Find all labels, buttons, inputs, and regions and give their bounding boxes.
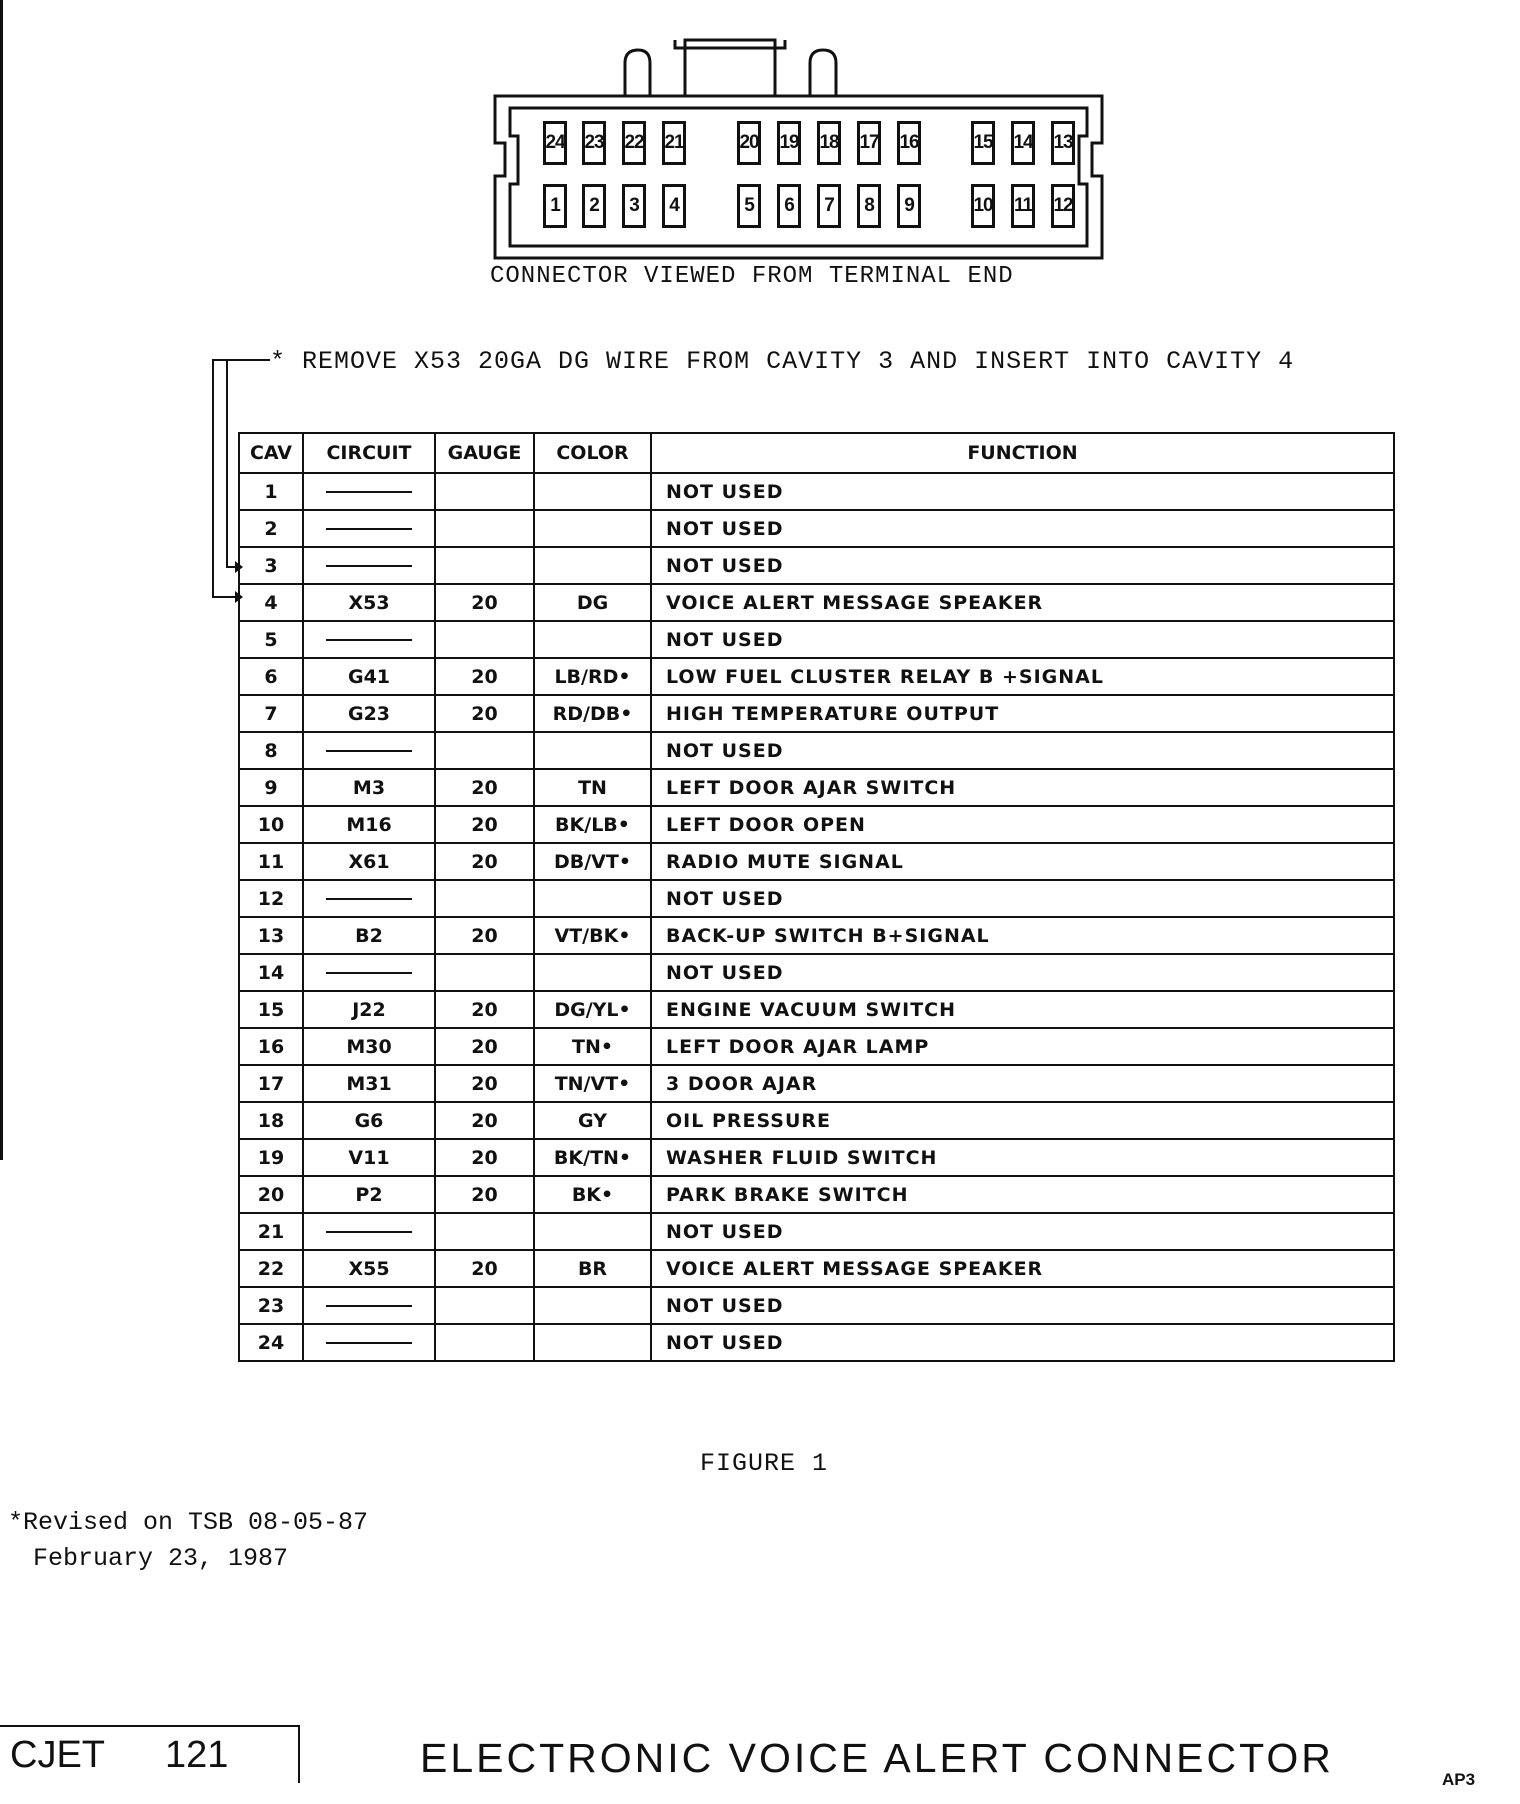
footer-corner-code: AP3 xyxy=(1442,1770,1476,1789)
connector-diagram xyxy=(490,18,1110,266)
cell-function: NOT USED xyxy=(651,954,1394,991)
table-row xyxy=(239,732,1394,769)
cell-gauge: 20 xyxy=(435,769,534,806)
cell-gauge: 20 xyxy=(435,1028,534,1065)
dash-line xyxy=(326,565,412,567)
cell-circuit: X61 xyxy=(303,843,435,880)
cell-color: BK• xyxy=(534,1176,651,1213)
cell-circuit: P2 xyxy=(303,1176,435,1213)
cell-circuit: G6 xyxy=(303,1102,435,1139)
cell-function: OIL PRESSURE xyxy=(651,1102,1394,1139)
cell-color: TN• xyxy=(534,1028,651,1065)
cell-cav: 14 xyxy=(239,954,303,991)
cell-function: NOT USED xyxy=(651,1287,1394,1324)
table-row xyxy=(239,1213,1394,1250)
dash-line xyxy=(326,1231,412,1233)
dash-line xyxy=(326,1342,412,1344)
circuit-unused-dash xyxy=(303,732,435,769)
cavity-13: 13 xyxy=(1051,121,1075,165)
cell-gauge: 20 xyxy=(435,584,534,621)
cell-cav: 3 xyxy=(239,547,303,584)
cell-function: LEFT DOOR AJAR SWITCH xyxy=(651,769,1394,806)
cell-circuit: M16 xyxy=(303,806,435,843)
dash-line xyxy=(326,639,412,641)
cavity-16: 16 xyxy=(897,121,921,165)
cell-color xyxy=(534,621,651,658)
cavity-4: 4 xyxy=(662,184,686,228)
figure-label: FIGURE 1 xyxy=(700,1449,829,1478)
cell-gauge: 20 xyxy=(435,991,534,1028)
cell-color xyxy=(534,547,651,584)
cell-circuit: M31 xyxy=(303,1065,435,1102)
table-row xyxy=(239,1287,1394,1324)
cell-gauge xyxy=(435,510,534,547)
table-row xyxy=(239,954,1394,991)
cavity-2: 2 xyxy=(582,184,606,228)
cavity-20: 20 xyxy=(737,121,761,165)
cavity-1: 1 xyxy=(543,184,567,228)
cell-cav: 5 xyxy=(239,621,303,658)
cavity-24: 24 xyxy=(543,121,567,165)
header-circuit: CIRCUIT xyxy=(303,433,435,473)
cell-function: WASHER FLUID SWITCH xyxy=(651,1139,1394,1176)
cell-cav: 24 xyxy=(239,1324,303,1361)
cell-cav: 8 xyxy=(239,732,303,769)
cavity-15: 15 xyxy=(971,121,995,165)
cell-gauge xyxy=(435,954,534,991)
cavity-8: 8 xyxy=(857,184,881,228)
cell-cav: 9 xyxy=(239,769,303,806)
cell-cav: 20 xyxy=(239,1176,303,1213)
footer-code: CJET xyxy=(10,1733,105,1776)
cell-color xyxy=(534,732,651,769)
revision-info xyxy=(8,1505,368,1577)
cell-function: VOICE ALERT MESSAGE SPEAKER xyxy=(651,1250,1394,1287)
circuit-unused-dash xyxy=(303,621,435,658)
cell-gauge xyxy=(435,1213,534,1250)
cell-circuit: G23 xyxy=(303,695,435,732)
cavity-21: 21 xyxy=(662,121,686,165)
cavity-table xyxy=(238,432,1395,1362)
cavity-19: 19 xyxy=(777,121,801,165)
table-row xyxy=(239,1028,1394,1065)
cell-color xyxy=(534,954,651,991)
cell-gauge xyxy=(435,732,534,769)
cell-gauge: 20 xyxy=(435,1176,534,1213)
cell-function: NOT USED xyxy=(651,1213,1394,1250)
cell-circuit: X53 xyxy=(303,584,435,621)
cell-cav: 4 xyxy=(239,584,303,621)
table-row xyxy=(239,991,1394,1028)
cavity-10: 10 xyxy=(971,184,995,228)
cell-circuit: V11 xyxy=(303,1139,435,1176)
footer-page: 121 xyxy=(165,1733,229,1776)
cell-gauge: 20 xyxy=(435,843,534,880)
cell-function: PARK BRAKE SWITCH xyxy=(651,1176,1394,1213)
header-color: COLOR xyxy=(534,433,651,473)
cell-gauge: 20 xyxy=(435,1139,534,1176)
cell-gauge: 20 xyxy=(435,1065,534,1102)
footer-id-box xyxy=(0,1725,300,1783)
cell-color: BK/TN• xyxy=(534,1139,651,1176)
cell-function: BACK-UP SWITCH B+SIGNAL xyxy=(651,917,1394,954)
cell-function: LOW FUEL CLUSTER RELAY B +SIGNAL xyxy=(651,658,1394,695)
cell-circuit: G41 xyxy=(303,658,435,695)
cell-function: NOT USED xyxy=(651,473,1394,510)
dash-line xyxy=(326,528,412,530)
cavity-3: 3 xyxy=(622,184,646,228)
cavity-7: 7 xyxy=(817,184,841,228)
table-header-row xyxy=(239,433,1394,473)
cavity-6: 6 xyxy=(777,184,801,228)
table-row xyxy=(239,695,1394,732)
header-function: FUNCTION xyxy=(651,433,1394,473)
circuit-unused-dash xyxy=(303,547,435,584)
cell-color: LB/RD• xyxy=(534,658,651,695)
cavity-12: 12 xyxy=(1051,184,1075,228)
cell-gauge xyxy=(435,547,534,584)
table-row xyxy=(239,547,1394,584)
cell-gauge: 20 xyxy=(435,917,534,954)
dash-line xyxy=(326,750,412,752)
connector-caption: CONNECTOR VIEWED FROM TERMINAL END xyxy=(490,263,1014,290)
cell-gauge: 20 xyxy=(435,658,534,695)
header-cav: CAV xyxy=(239,433,303,473)
cell-cav: 7 xyxy=(239,695,303,732)
table-row xyxy=(239,769,1394,806)
cell-color xyxy=(534,1287,651,1324)
cell-cav: 2 xyxy=(239,510,303,547)
cell-gauge: 20 xyxy=(435,695,534,732)
cell-cav: 13 xyxy=(239,917,303,954)
cavity-5: 5 xyxy=(737,184,761,228)
circuit-unused-dash xyxy=(303,954,435,991)
table-row xyxy=(239,584,1394,621)
cell-gauge xyxy=(435,1287,534,1324)
cell-function: ENGINE VACUUM SWITCH xyxy=(651,991,1394,1028)
cell-cav: 21 xyxy=(239,1213,303,1250)
table-row xyxy=(239,806,1394,843)
cell-function: VOICE ALERT MESSAGE SPEAKER xyxy=(651,584,1394,621)
circuit-unused-dash xyxy=(303,1287,435,1324)
cell-function: RADIO MUTE SIGNAL xyxy=(651,843,1394,880)
cell-cav: 12 xyxy=(239,880,303,917)
cell-color: DG xyxy=(534,584,651,621)
table-row xyxy=(239,473,1394,510)
table-row xyxy=(239,880,1394,917)
table-row xyxy=(239,1139,1394,1176)
cell-function: NOT USED xyxy=(651,1324,1394,1361)
cell-color: TN/VT• xyxy=(534,1065,651,1102)
cell-cav: 17 xyxy=(239,1065,303,1102)
cell-function: NOT USED xyxy=(651,732,1394,769)
cell-color xyxy=(534,1213,651,1250)
cell-circuit: M30 xyxy=(303,1028,435,1065)
circuit-unused-dash xyxy=(303,510,435,547)
table-row xyxy=(239,510,1394,547)
cell-gauge: 20 xyxy=(435,806,534,843)
cell-gauge: 20 xyxy=(435,1250,534,1287)
cavity-23: 23 xyxy=(582,121,606,165)
cell-cav: 16 xyxy=(239,1028,303,1065)
cell-color xyxy=(534,1324,651,1361)
cell-gauge xyxy=(435,880,534,917)
cell-color: BK/LB• xyxy=(534,806,651,843)
cell-cav: 22 xyxy=(239,1250,303,1287)
cell-color: VT/BK• xyxy=(534,917,651,954)
footer-title: ELECTRONIC VOICE ALERT CONNECTOR xyxy=(420,1735,1334,1781)
table-row xyxy=(239,621,1394,658)
cell-color: RD/DB• xyxy=(534,695,651,732)
cell-color xyxy=(534,880,651,917)
cell-circuit: M3 xyxy=(303,769,435,806)
table-row xyxy=(239,1250,1394,1287)
header-gauge: GAUGE xyxy=(435,433,534,473)
cell-color: BR xyxy=(534,1250,651,1287)
revision-line-2: February 23, 1987 xyxy=(33,1544,289,1573)
circuit-unused-dash xyxy=(303,473,435,510)
revision-line-1: *Revised on TSB 08-05-87 xyxy=(8,1508,369,1537)
cell-cav: 6 xyxy=(239,658,303,695)
cell-function: NOT USED xyxy=(651,547,1394,584)
table-row xyxy=(239,658,1394,695)
cell-cav: 1 xyxy=(239,473,303,510)
cell-function: NOT USED xyxy=(651,621,1394,658)
cell-circuit: B2 xyxy=(303,917,435,954)
cell-function: LEFT DOOR AJAR LAMP xyxy=(651,1028,1394,1065)
cell-gauge xyxy=(435,1324,534,1361)
dash-line xyxy=(326,491,412,493)
cavity-17: 17 xyxy=(857,121,881,165)
cell-color xyxy=(534,510,651,547)
table-row xyxy=(239,1176,1394,1213)
cell-function: NOT USED xyxy=(651,510,1394,547)
cell-function: HIGH TEMPERATURE OUTPUT xyxy=(651,695,1394,732)
cell-cav: 23 xyxy=(239,1287,303,1324)
table-row xyxy=(239,1102,1394,1139)
cavity-18: 18 xyxy=(817,121,841,165)
table-row xyxy=(239,843,1394,880)
cell-cav: 15 xyxy=(239,991,303,1028)
cell-function: LEFT DOOR OPEN xyxy=(651,806,1394,843)
cell-circuit: J22 xyxy=(303,991,435,1028)
circuit-unused-dash xyxy=(303,880,435,917)
cell-gauge xyxy=(435,473,534,510)
cell-cav: 19 xyxy=(239,1139,303,1176)
cell-function: 3 DOOR AJAR xyxy=(651,1065,1394,1102)
revision-note: * REMOVE X53 20GA DG WIRE FROM CAVITY 3 AND INSERT INTO CAVITY 4 xyxy=(270,347,1295,376)
cavity-22: 22 xyxy=(622,121,646,165)
cavity-14: 14 xyxy=(1011,121,1035,165)
dash-line xyxy=(326,1305,412,1307)
left-margin-rule xyxy=(0,0,3,1160)
dash-line xyxy=(326,972,412,974)
cell-function: NOT USED xyxy=(651,880,1394,917)
cell-color: GY xyxy=(534,1102,651,1139)
cavity-9: 9 xyxy=(897,184,921,228)
cell-circuit: X55 xyxy=(303,1250,435,1287)
cell-cav: 11 xyxy=(239,843,303,880)
cell-cav: 18 xyxy=(239,1102,303,1139)
circuit-unused-dash xyxy=(303,1324,435,1361)
cell-gauge xyxy=(435,621,534,658)
cell-color: DG/YL• xyxy=(534,991,651,1028)
cell-cav: 10 xyxy=(239,806,303,843)
cell-gauge: 20 xyxy=(435,1102,534,1139)
table-row xyxy=(239,1065,1394,1102)
cell-color: DB/VT• xyxy=(534,843,651,880)
dash-line xyxy=(326,898,412,900)
table-row xyxy=(239,1324,1394,1361)
cell-color: TN xyxy=(534,769,651,806)
cavity-11: 11 xyxy=(1011,184,1035,228)
table-row xyxy=(239,917,1394,954)
cell-color xyxy=(534,473,651,510)
circuit-unused-dash xyxy=(303,1213,435,1250)
